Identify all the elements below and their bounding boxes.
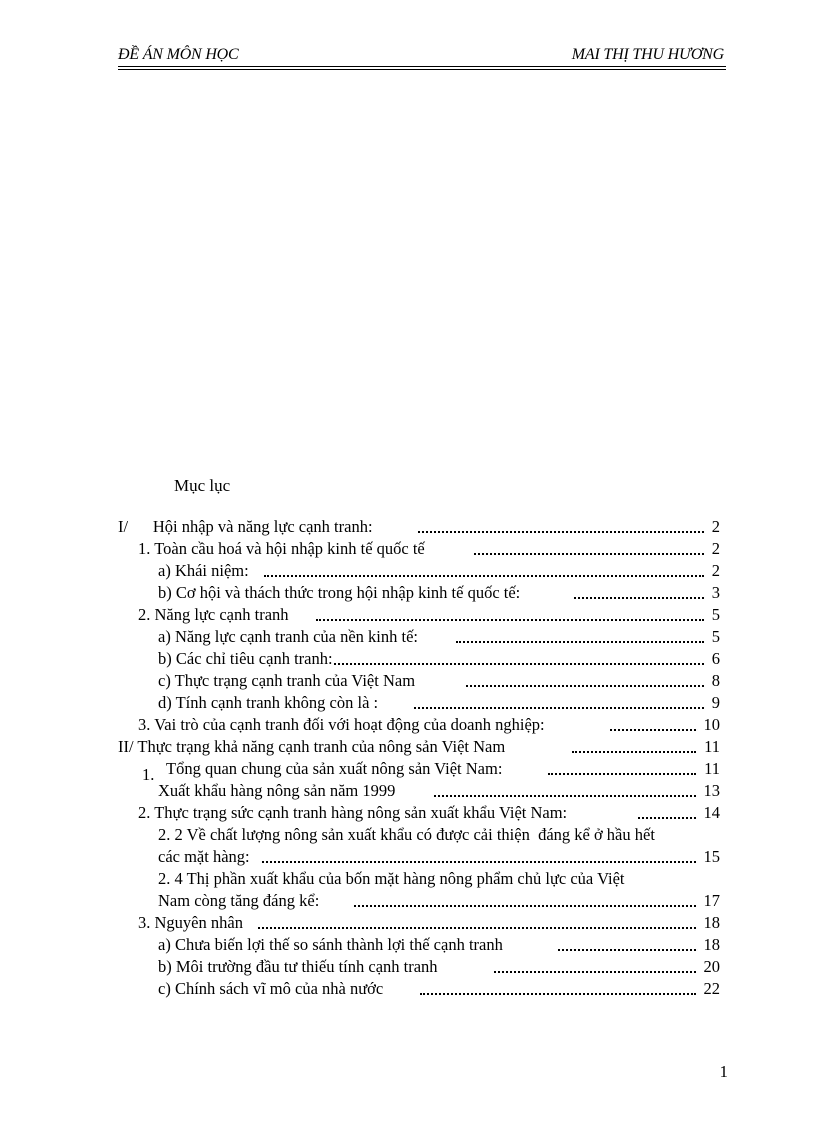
toc-entry-label: 3. Nguyên nhân (138, 913, 243, 932)
toc-entry-page: 13 (703, 781, 720, 800)
toc-entry (158, 692, 720, 714)
toc-entry-label: b) Cơ hội và thách thức trong hội nhập kinh tế quốc tế: (158, 583, 521, 602)
toc-leader-dots (264, 575, 704, 577)
toc-entry-page: 5 (711, 627, 720, 646)
toc-entry-label: b) Môi trường đầu tư thiếu tính cạnh tranh (158, 957, 438, 976)
toc-leader-dots (258, 927, 696, 929)
toc-entry (158, 582, 720, 604)
toc-entry-page: 3 (711, 583, 720, 602)
toc-entry-page: 11 (704, 737, 720, 756)
toc-entry-label: Xuất khẩu hàng nông sản năm 1999 (158, 781, 396, 800)
toc-entry-page: 9 (711, 693, 720, 712)
toc-entry (158, 670, 720, 692)
toc-entry-page: 11 (704, 759, 720, 778)
toc-leader-dots (548, 773, 696, 775)
toc-entry-label: Tổng quan chung của sản xuất nông sản Việt Nam: (166, 759, 503, 778)
toc-entry (138, 604, 720, 626)
toc-leader-dots (638, 817, 696, 819)
header-rule-top (118, 66, 726, 67)
toc-leader-dots (262, 861, 696, 863)
page-number: 1 (719, 1062, 728, 1081)
toc-entry (118, 736, 720, 758)
toc-entry-page: 2 (711, 561, 720, 580)
toc-leader-dots (558, 949, 696, 951)
toc-entry-label: 2. Năng lực cạnh tranh (138, 605, 289, 624)
toc-entry-page: 15 (703, 847, 720, 866)
toc-entry (158, 956, 720, 978)
toc-entry-label: a) Năng lực cạnh tranh của nền kinh tế: (158, 627, 419, 646)
toc-leader-dots (574, 597, 704, 599)
toc-entry-label: 2. Thực trạng sức cạnh tranh hàng nông sản xuất khẩu Việt Nam: (138, 803, 568, 822)
toc-entry-page: 14 (703, 803, 720, 822)
toc-entry (158, 560, 720, 582)
toc-leader-dots (418, 531, 704, 533)
toc-entry-page: 18 (703, 913, 720, 932)
toc-entry-label: I/ Hội nhập và năng lực cạnh tranh: (118, 517, 373, 536)
toc-entry (158, 846, 720, 868)
toc-entry-page: 6 (711, 649, 720, 668)
toc-entry (142, 758, 720, 784)
toc-entry (158, 780, 720, 802)
toc-entry-label: b) Các chỉ tiêu cạnh tranh: (158, 649, 333, 668)
toc-entry (158, 890, 720, 912)
toc-leader-dots (414, 707, 704, 709)
toc-entry-label: d) Tính cạnh tranh không còn là : (158, 693, 379, 712)
toc-entry-page: 22 (703, 979, 720, 998)
toc-entry-label: 3. Vai trò của cạnh tranh đối với hoạt động của doanh nghiệp: (138, 715, 545, 734)
toc-leader-dots (434, 795, 696, 797)
toc-entry (138, 538, 720, 560)
toc-entry (158, 824, 720, 846)
toc-entry (158, 934, 720, 956)
toc-leader-dots (316, 619, 704, 621)
toc-entry-page: 2 (711, 517, 720, 536)
toc-entry-label: Nam còng tăng đáng kể: (158, 891, 320, 910)
toc-entry-label: 2. 2 Về chất lượng nông sản xuất khẩu có được cải thiện đáng kể ở hầu hết (158, 825, 655, 844)
toc-leader-dots (572, 751, 696, 753)
list-marker: 1. (142, 765, 155, 784)
toc-entry-label: c) Chính sách vĩ mô của nhà nước (158, 979, 384, 998)
toc-leader-dots (456, 641, 704, 643)
toc-entry-label: a) Khái niệm: (158, 561, 249, 580)
toc-leader-dots (474, 553, 704, 555)
toc-entry-label: 1. Toàn cầu hoá và hội nhập kinh tế quốc tế (138, 539, 425, 558)
toc-leader-dots (420, 993, 696, 995)
toc-entry-page: 5 (711, 605, 720, 624)
toc-entry-page: 20 (703, 957, 720, 976)
toc-leader-dots (334, 663, 704, 665)
toc-entry-label: a) Chưa biến lợi thế so sánh thành lợi thế cạnh tranh (158, 935, 503, 954)
toc-entry-label: các mặt hàng: (158, 847, 250, 866)
toc-entry-label: 2. 4 Thị phần xuất khẩu của bốn mặt hàng nông phẩm chủ lực của Việt (158, 869, 625, 888)
toc-entry-label: c) Thực trạng cạnh tranh của Việt Nam (158, 671, 416, 690)
toc-entry (138, 912, 720, 934)
header-author-name: MAI THỊ THU HƯƠNG (571, 46, 724, 63)
toc-entry (158, 626, 720, 648)
toc-entry-page: 2 (711, 539, 720, 558)
toc-title: Mục lục (174, 476, 231, 495)
header-rule-bottom (118, 69, 726, 70)
toc-leader-dots (466, 685, 704, 687)
toc-entry (138, 714, 720, 736)
toc-entry (118, 516, 720, 538)
toc-entry-page: 8 (711, 671, 720, 690)
toc-entry-page: 10 (703, 715, 720, 734)
toc-leader-dots (494, 971, 696, 973)
toc-leader-dots (610, 729, 696, 731)
toc-entry (138, 802, 720, 824)
page-header (118, 46, 726, 68)
toc-entry (158, 978, 720, 1000)
toc-entry-page: 17 (703, 891, 720, 910)
toc-entry-page: 18 (703, 935, 720, 954)
toc-entry-label: II/ Thực trạng khả năng cạnh tranh của nông sản Việt Nam (118, 737, 506, 756)
toc-leader-dots (354, 905, 696, 907)
toc-entry (158, 648, 720, 670)
header-course-title: ĐỀ ÁN MÔN HỌC (118, 46, 239, 63)
toc-entry (158, 868, 720, 890)
